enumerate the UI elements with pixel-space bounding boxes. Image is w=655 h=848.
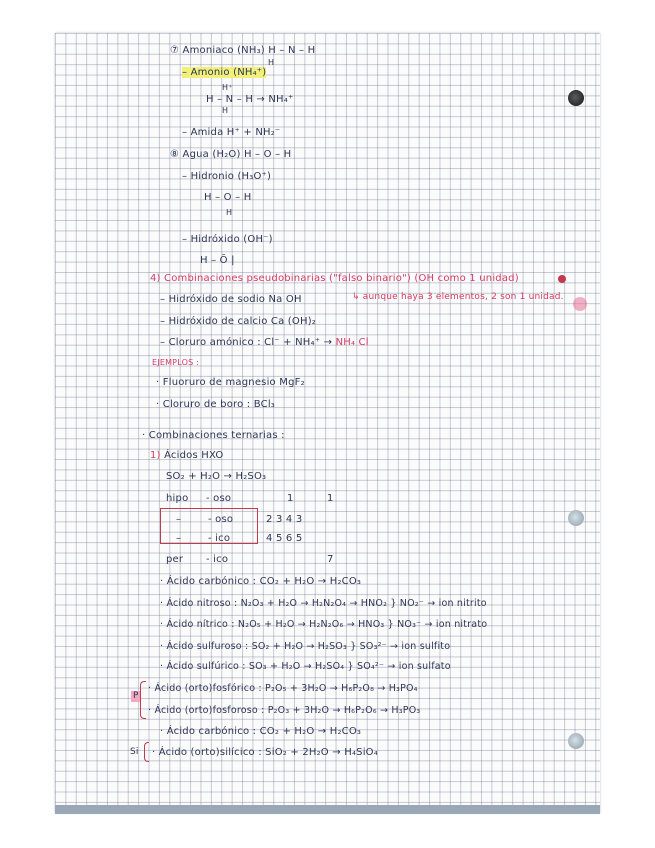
hidronio-structure: H – O – H (204, 192, 252, 203)
acido-carbonico-line: · Ácido carbónico : CO₂ + H₂O → H₂CO₃ (160, 576, 362, 587)
table-oso-1: - oso (206, 493, 232, 504)
agua-line: ⑧ Agua (H₂O) H – O – H (170, 149, 292, 160)
cloruro-amonico-line: – Cloruro amónico : Cl⁻ + NH₄⁺ → NH₄ Cl (160, 337, 369, 348)
table-hipo: hipo (166, 493, 189, 504)
table-ico-1: - ico (208, 533, 231, 544)
si-brace (144, 742, 149, 762)
hidroxido-line: – Hidróxido (OH⁻) (182, 234, 273, 245)
acido-nitroso-line: · Ácido nitroso : N₂O₃ + H₂O → H₂N₂O₄ → HNO₂ } NO₂⁻ → ion nitrito (160, 598, 487, 609)
red-marker-dot (558, 275, 566, 283)
acido-nitrico-line: · Ácido nítrico : N₂O₅ + H₂O → H₂N₂O₆ → HNO₃ } NO₃⁻ → ion nitrato (160, 619, 488, 630)
so2-reaction: SO₂ + H₂O → H₂SO₃ (166, 471, 267, 482)
hidronio-h-bottom: H (226, 208, 233, 217)
binder-hole-middle (568, 510, 584, 526)
acido-sulfurico-line: · Ácido sulfúrico : SO₃ + H₂O → H₂SO₄ } SO₄²⁻ → ion sulfato (160, 661, 451, 672)
amoniaco-line: ⑦ Amoniaco (NH₃) H – N – H (170, 45, 316, 56)
binder-hole-bottom (568, 733, 584, 749)
acidos-heading: 1) Ácidos HXO (150, 450, 224, 461)
ternarias-heading: · Combinaciones ternarias : (142, 430, 285, 441)
table-row-2-values: 4 5 6 5 (266, 533, 303, 544)
table-col-1: 1 (287, 493, 294, 504)
hidroxido-calcio-line: – Hidróxido de calcio Ca (OH)₂ (160, 316, 317, 327)
acido-silicico-line: · Ácido (orto)silícico : SiO₂ + 2H₂O → H₄SiO₄ (152, 747, 378, 758)
table-ico-2: - ico (206, 554, 229, 565)
table-oso-2: - oso (208, 514, 234, 525)
amoniaco-h: H (268, 58, 275, 67)
amonio-line: – Amonio (NH₄⁺) (182, 67, 267, 78)
pseudobinarias-heading: 4) Combinaciones pseudobinarias ("falso binario") (OH como 1 unidad) (150, 273, 519, 284)
hidroxido-sodio-line: – Hidróxido de sodio Na OH (160, 294, 302, 305)
table-dash-1: – (176, 514, 182, 525)
unidad-note: ↳ aunque haya 3 elementos, 2 son 1 unidad. (352, 292, 564, 302)
amonio-structure: H – N – H → NH₄⁺ (206, 94, 294, 105)
binder-hole-top (568, 90, 584, 106)
acido-sulfuroso-line: · Ácido sulfuroso : SO₂ + H₂O → H₂SO₃ } SO₃²⁻ → ion sulfito (160, 641, 451, 652)
acido-fosforoso-line: · Ácido (orto)fosforoso : P₂O₃ + 3H₂O → H₆P₂O₆ → H₃PO₃ (148, 705, 421, 716)
table-per: per (166, 554, 184, 565)
p-brace (140, 681, 146, 719)
hidronio-line: – Hidronio (H₃O⁺) (182, 171, 272, 182)
table-dash-2: – (176, 533, 182, 544)
cloruro-boro-line: · Cloruro de boro : BCl₃ (156, 399, 276, 410)
hidroxido-structure: H – Ō | (200, 255, 235, 266)
si-label: Si (130, 747, 139, 757)
table-row-1-values: 2 3 4 3 (266, 514, 303, 525)
sheet-bottom-edge (55, 805, 600, 814)
amida-line: – Amida H⁺ + NH₂⁻ (182, 127, 281, 138)
pink-ink-blot (573, 297, 587, 311)
ejemplos-heading: EJEMPLOS : (152, 358, 199, 367)
p-label: P (133, 691, 139, 701)
acido-fosforico-line: · Ácido (orto)fosfórico : P₂O₅ + 3H₂O → H₆P₂O₈ → H₃PO₄ (148, 683, 418, 694)
amonio-h-bottom: H (222, 106, 229, 115)
acido-carbonico-2-line: · Ácido carbónico : CO₂ + H₂O → H₂CO₃ (160, 726, 362, 737)
table-col-2: 1 (327, 493, 334, 504)
fluoruro-magnesio-line: · Fluoruro de magnesio MgF₂ (156, 377, 305, 388)
table-col-3: 7 (327, 554, 334, 565)
amonio-h-plus: H⁺ (222, 83, 233, 92)
